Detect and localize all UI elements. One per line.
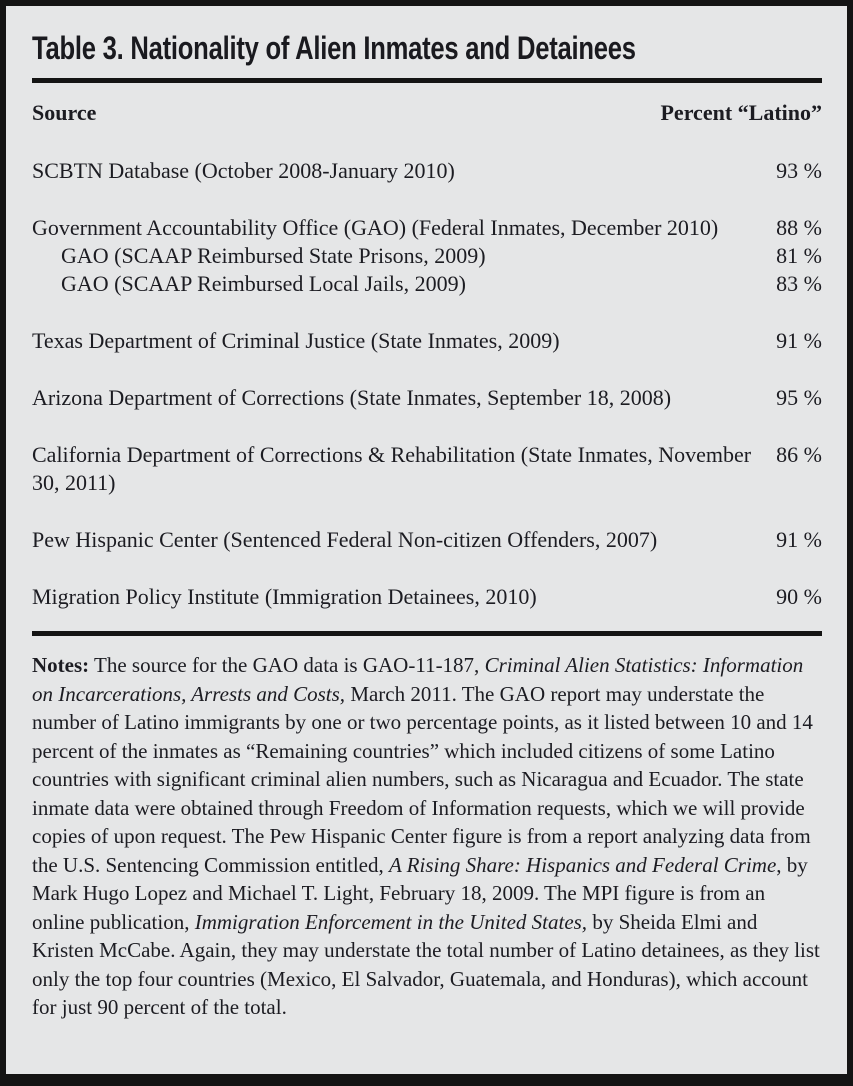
table-group — [32, 384, 822, 412]
table-row — [32, 526, 822, 554]
notes-segment: A Rising Share: Hispanics and Federal Crime — [388, 852, 777, 877]
table-group — [32, 327, 822, 355]
notes-segment: March 2011. The GAO report may understate the number of Latino immigrants by one or two percentage points, as it listed between 10 and 14 percent of the inmates as “Remaining countries” which included citizens of some Latino countries with significant criminal alien numbers, such as Nicaragua and Ecuador. The state inmate data were obtained through Freedom of Information requests, which we will provide copies of upon request. The Pew Hispanic Center figure is from a report analyzing data from the U.S. Sentencing Commission entitled, — [32, 681, 813, 877]
table-row — [32, 242, 822, 270]
notes-rule — [32, 631, 822, 636]
notes-segment: Notes: — [32, 653, 90, 677]
column-header-row — [32, 99, 822, 127]
row-percent: 93 % — [776, 158, 822, 183]
row-percent: 90 % — [776, 584, 822, 609]
column-header-source: Source — [32, 100, 97, 125]
row-source: GAO (SCAAP Reimbursed State Prisons, 2009) — [61, 243, 486, 268]
column-header-percent: Percent “Latino” — [660, 100, 822, 125]
row-source: Migration Policy Institute (Immigration Detainees, 2010) — [32, 584, 537, 609]
table-group — [32, 214, 822, 298]
row-source: Arizona Department of Corrections (State Inmates, September 18, 2008) — [32, 385, 672, 410]
table-row — [32, 384, 822, 412]
table-group — [32, 157, 822, 185]
row-percent: 95 % — [776, 385, 822, 410]
row-source: California Department of Corrections & Rehabilitation (State Inmates, November 30, 2011) — [32, 442, 752, 495]
header-rule-top — [32, 78, 822, 83]
row-source: Government Accountability Office (GAO) (Federal Inmates, December 2010) — [32, 215, 719, 240]
notes-segment: Immigration Enforcement in the United States, — [194, 909, 588, 934]
table-row — [32, 157, 822, 185]
row-percent: 91 % — [776, 527, 822, 552]
row-percent: 91 % — [776, 328, 822, 353]
row-percent: 81 % — [776, 243, 822, 268]
table-row — [32, 270, 822, 298]
table-row — [32, 327, 822, 355]
notes-segment: The source for the GAO data is GAO-11-187, — [89, 653, 485, 677]
table-row — [32, 441, 822, 497]
row-percent: 83 % — [776, 271, 822, 296]
table-group — [32, 583, 822, 611]
row-percent: 88 % — [776, 215, 822, 240]
table-group — [32, 441, 822, 497]
notes-segment: by Sheida Elmi and Kristen McCabe. Again, they may understate the total number of Latino detainees, as they list only the top four countries (Mexico, El Salvador, Guatemala, and Honduras), which account for just 90 percent of the total. — [32, 909, 820, 1019]
row-source: GAO (SCAAP Reimbursed Local Jails, 2009) — [61, 271, 466, 296]
table-body — [32, 157, 822, 611]
notes-segment: , by Mark Hugo Lopez and Michael T. Light, February 18, 2009. The MPI figure is from an online publication, — [32, 852, 808, 934]
row-source: Pew Hispanic Center (Sentenced Federal Non-citizen Offenders, 2007) — [32, 527, 658, 552]
row-percent: 86 % — [776, 442, 822, 467]
notes-segment: Criminal Alien Statistics: Information on Incarcerations, Arrests and Costs, — [32, 653, 804, 706]
row-source: Texas Department of Criminal Justice (State Inmates, 2009) — [32, 328, 560, 353]
notes-paragraph — [32, 651, 822, 1022]
table-title: Table 3. Nationality of Alien Inmates and Detainees — [32, 30, 636, 66]
table-row — [32, 214, 822, 242]
row-source: SCBTN Database (October 2008-January 2010) — [32, 158, 455, 183]
table-group — [32, 526, 822, 554]
table-row — [32, 583, 822, 611]
